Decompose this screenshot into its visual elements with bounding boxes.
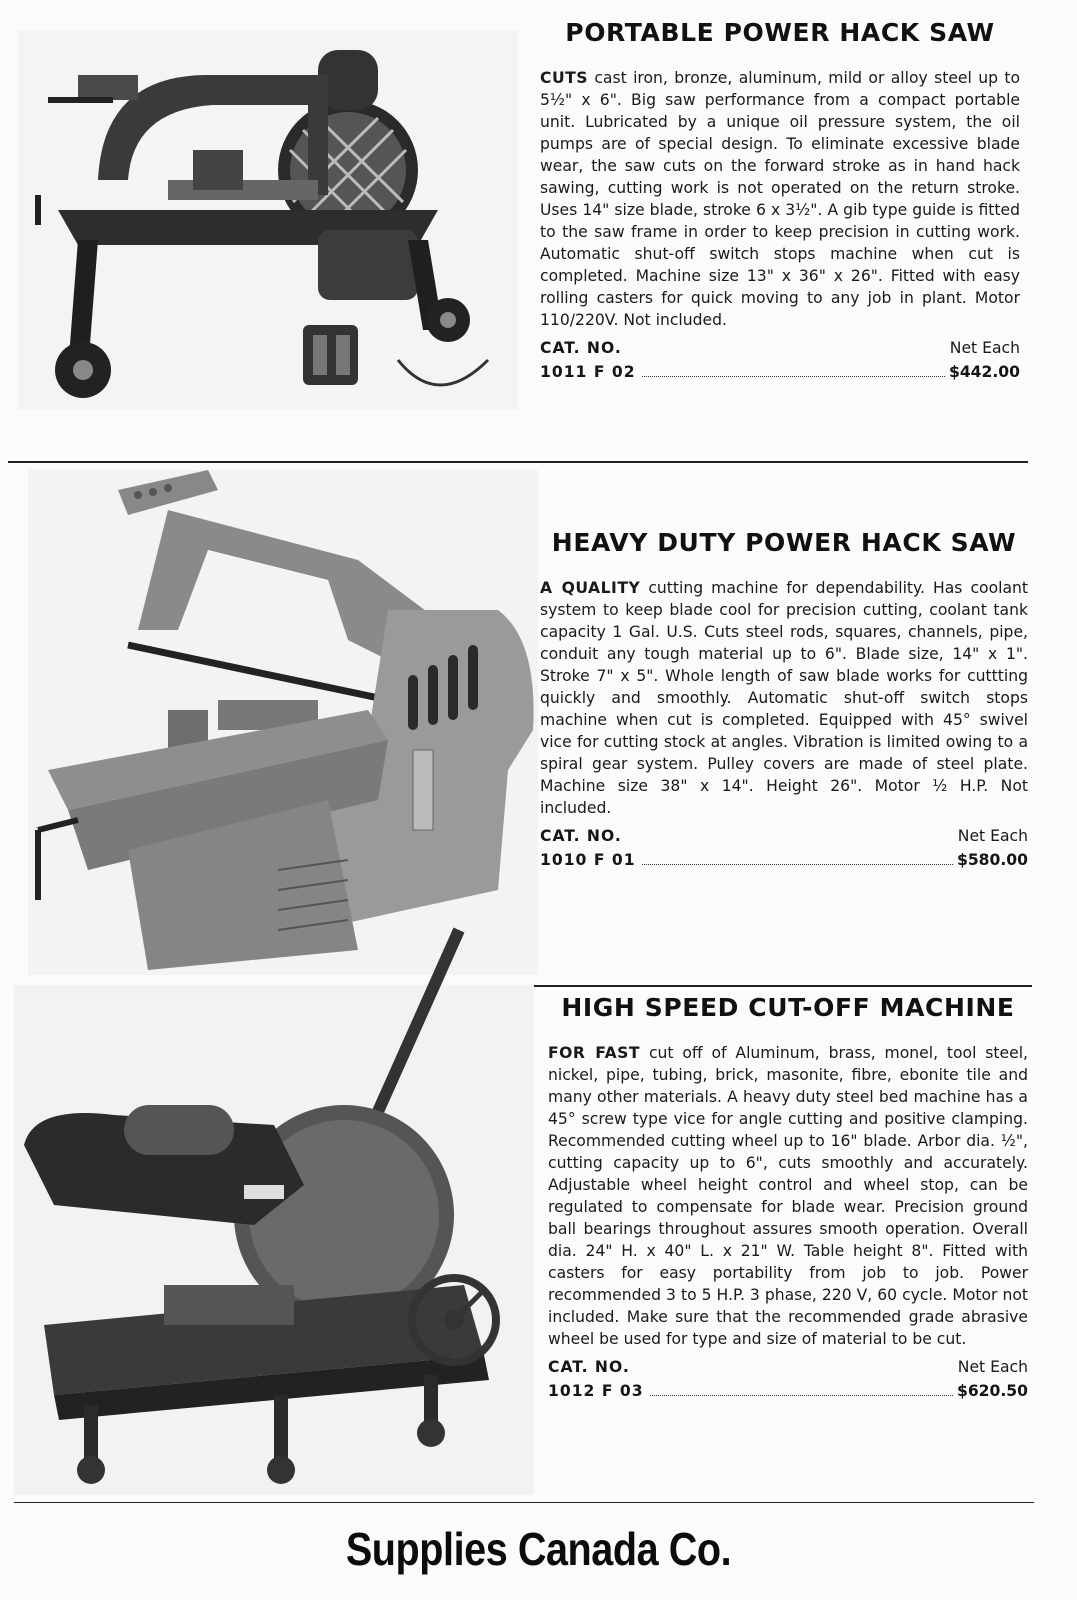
description-text: cast iron, bronze, aluminum, mild or alloy steel up to 5½" x 6". Big saw performance from a compact portable unit. Lubricated by a unique oil pressure system, the oil pumps are of special design. To eliminate excessive blade wear, the saw cuts on the forward stroke as in hand hack sawing, cutting work is not operated on the return stroke. Uses 14" size blade, stroke 6 x 3½". A gib type guide is fitted to the saw frame in order to keep precision in cutting work. Automatic shut-off switch stops machine when cut is completed. Machine size 13" x 36" x 26". Fitted with easy rolling casters for quick moving to any job in plant. Motor 110/220V. Not included. (540, 69, 1020, 329)
section-divider (8, 461, 1028, 463)
product-title: HEAVY DUTY POWER HACK SAW (551, 528, 1017, 557)
net-each-label: Net Each (957, 1358, 1028, 1376)
net-each-label: Net Each (949, 339, 1020, 357)
dot-leader (642, 864, 953, 865)
footer-divider (14, 1502, 1034, 1503)
cut-off-machine-text (548, 993, 1028, 1400)
product-title: HIGH SPEED CUT-OFF MACHINE (561, 993, 1015, 1022)
price: $580.00 (956, 851, 1028, 869)
catalog-header-row (540, 827, 1028, 845)
catalog-number: 1012 F 03 (548, 1382, 644, 1400)
catalog-number: 1011 F 02 (540, 363, 636, 381)
dot-leader (650, 1395, 953, 1396)
cut-off-machine-photo (14, 925, 534, 1495)
catalog-number-row (540, 851, 1028, 869)
description-lead: A QUALITY (540, 579, 641, 597)
product-title: PORTABLE POWER HACK SAW (565, 18, 995, 47)
catalog-number: 1010 F 01 (540, 851, 636, 869)
net-each-label: Net Each (957, 827, 1028, 845)
product-description (548, 1042, 1028, 1350)
description-text: cut off of Aluminum, brass, monel, tool steel, nickel, pipe, tubing, brick, masonite, fibre, ebonite tile and many other materials. A heavy duty steel bed machine has a 45° screw type vice for angle cutting and positive clamping. Recommended cutting wheel up to 16" blade. Arbor dia. ½", cutting capacity up to 6", cuts smoothly and accurately. Adjustable wheel height control and wheel stop, can be regulated to compensate for blade wear. Precision ground ball bearings throughout assures smooth operation. Overall dia. 24" H. x 40" L. x 21" W. Table height 8". Fitted with casters for easy portability from job to job. Power recommended 3 to 5 H.P. 3 phase, 220 V, 60 cycle. Motor not included. Make sure that the recommended grade abrasive wheel be used for type and size of material to be cut. (548, 1044, 1028, 1348)
description-lead: CUTS (540, 69, 588, 87)
portable-hack-saw-photo (18, 30, 518, 410)
dot-leader (642, 376, 945, 377)
product-description (540, 577, 1028, 819)
catalog-header-row (548, 1358, 1028, 1376)
heavy-duty-hack-saw-text (540, 528, 1028, 869)
company-name: Supplies Canada Co. (345, 1523, 732, 1575)
cat-no-label: CAT. NO. (540, 339, 622, 357)
cat-no-label: CAT. NO. (540, 827, 622, 845)
portable-hack-saw-text (540, 18, 1020, 381)
catalog-number-row (540, 363, 1020, 381)
heavy-duty-hack-saw-photo (28, 470, 538, 975)
description-text: cutting machine for dependability. Has coolant system to keep blade cool for precision cutting, coolant tank capacity 1 Gal. U.S. Cuts steel rods, squares, channels, pipe, conduit any tough material up to 6". Blade size, 14" x 1". Stroke 7" x 5". Whole length of saw blade works for cuttting quickly and smoothly. Automatic shut-off switch stops machine when cut is completed. Equipped with 45° swivel vice for cutting stock at angles. Vibration is limited owing to a spiral gear system. Pulley covers are made of steel plate. Machine size 38" x 14". Height 26". Motor ½ H.P. Not included. (540, 579, 1029, 817)
description-lead: FOR FAST (548, 1044, 641, 1062)
product-description (540, 67, 1020, 331)
price: $620.50 (956, 1382, 1028, 1400)
catalog-number-row (548, 1382, 1028, 1400)
price: $442.00 (948, 363, 1020, 381)
cat-no-label: CAT. NO. (548, 1358, 630, 1376)
catalog-header-row (540, 339, 1020, 357)
